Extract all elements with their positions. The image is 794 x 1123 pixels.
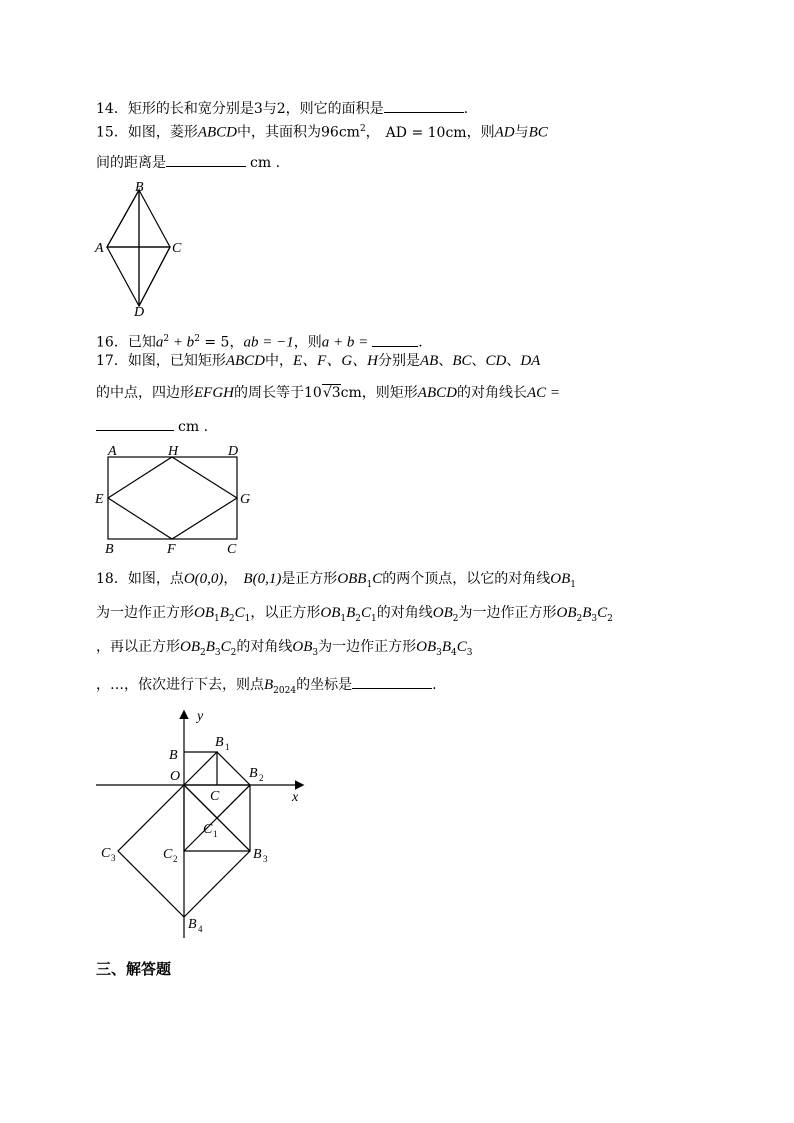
text-segment: 为一边作正方形 [96,605,194,621]
math: a + b = [321,334,369,351]
subscript: 1 [214,613,220,624]
label-b2: B [249,766,258,781]
question-number: 15． [96,124,128,141]
question-15-line-1 [96,120,548,142]
math: B [219,605,229,621]
label-b1-sub: 1 [225,742,230,752]
text-segment: 、 [471,353,486,369]
subscript: 3 [436,647,442,658]
math: C [456,639,467,655]
subscript: 2 [452,613,459,624]
math: C [372,571,383,587]
subscript: 2 [228,613,235,624]
text-segment: 、 [506,353,521,369]
question-17-line-2 [96,384,560,402]
math: BC [452,353,472,369]
answer-blank[interactable] [372,332,418,347]
text-segment: ，则 [466,124,495,141]
subscript: 4 [451,647,457,658]
math: 10 [304,385,322,401]
label-c2-sub: 2 [173,854,178,864]
question-text: 矩形的长和宽分别是3与2，则它的面积是 [127,101,384,117]
label-b3-sub: 3 [263,854,268,864]
math: B [582,605,592,621]
text-segment: ， [365,124,380,141]
label-d: D [228,444,239,459]
math: ABCD [417,385,457,401]
text-segment: 是正方形 [281,571,338,587]
question-17-line-3 [96,416,208,436]
math: AC = [526,385,561,401]
text-segment: ， [229,334,244,351]
math: + b [169,334,195,351]
subscript: 1 [244,613,251,624]
text-segment: ，以正方形 [250,605,321,621]
label-b2-sub: 2 [259,773,264,783]
rhombus-efgh [108,457,237,539]
label-e: E [95,492,104,507]
label-g: G [240,492,251,507]
question-18-line-4 [96,674,437,700]
text-segment: ，…，依次进行下去，则点 [96,677,264,693]
question-number: 18． [96,571,128,587]
text-segment: 分别是 [378,353,420,369]
math: OB [432,605,453,621]
radical: √3 [322,385,341,401]
subscript: 3 [312,647,319,658]
subscript: 1 [340,613,347,624]
subscript: 2 [230,647,237,658]
squares-figure [92,706,312,942]
math: OB [556,605,577,621]
label-b4: B [188,917,197,932]
math-abcd: ABCD [197,124,237,141]
question-number: 14． [96,101,128,117]
superscript: 2 [163,334,170,344]
text-segment: 为一边作正方形 [458,605,557,621]
superscript: 2 [359,124,366,134]
math: = 5 [199,334,230,351]
answer-blank[interactable] [352,674,432,689]
math: OB [292,639,313,655]
text-segment: 的对角线 [236,639,293,655]
answer-blank[interactable] [96,416,174,431]
period: . [463,101,469,117]
math: a [155,334,164,351]
unit: cm . [250,155,281,171]
label-c3: C [101,846,111,861]
label-y: y [197,709,204,724]
math: AB [420,353,439,369]
math: EFGH [194,385,234,401]
subscript: 3 [591,613,598,624]
math: CD [485,353,507,369]
math: O(0,0) [183,571,224,587]
section-heading: 三、解答题 [96,960,172,978]
math: E、F、G、H [293,353,378,369]
text-segment: 中， [265,353,293,369]
question-18-line-2 [96,604,613,628]
math: OBB [337,571,367,587]
label-b1: B [215,735,224,750]
period: . [418,334,423,351]
superscript: 2 [194,334,200,344]
question-17-line-1 [96,352,540,370]
question-14 [96,98,468,118]
label-o: O [170,769,181,784]
text-segment: 为一边作正方形 [318,639,417,655]
math: B [346,605,356,621]
math: OB [320,605,341,621]
math: DA [520,353,541,369]
answer-blank[interactable] [166,152,246,167]
question-15-line-2 [96,152,280,172]
subscript: 3 [214,647,221,658]
math: C [220,639,231,655]
math: OB [194,605,214,621]
rhombus-figure [92,178,192,318]
label-d: D [134,305,145,320]
question-number: 16． [96,334,128,351]
period: . [432,677,437,693]
question-18-line-3 [96,638,473,662]
math: C [597,605,608,621]
label-c: C [172,241,182,256]
text-segment: ，则矩形 [361,385,418,401]
text-segment: 的周长等于 [234,385,304,401]
question-16 [96,330,423,352]
subscript: 2 [200,647,206,658]
text-segment: 如图，点 [127,571,184,587]
math: C [234,605,245,621]
label-x: x [292,790,299,805]
label-h: H [168,444,179,459]
subscript: 1 [366,579,373,590]
math: C [361,605,372,621]
text-segment: ， [223,571,238,587]
label-c2: C [163,847,173,862]
math: OB [550,571,571,587]
text-segment: 的中点，四边形 [96,385,194,401]
label-c1: C [203,822,213,837]
text-segment: 的坐标是 [296,677,353,693]
label-c1-sub: 1 [213,829,218,839]
unit: cm [340,385,362,401]
math: OB [180,639,200,655]
text-segment: 如图，菱形 [127,124,198,141]
math: OB [416,639,437,655]
math: B [205,639,215,655]
text-segment: 间的距离是 [96,155,166,171]
label-a: A [108,444,117,459]
subscript: 1 [570,579,576,590]
question-number: 17． [96,353,128,369]
label-b4-sub: 4 [198,924,203,934]
text-segment: 中，其面积为 [237,124,321,141]
radicand: 3 [331,385,341,401]
text-segment: 已知 [127,334,156,351]
math-area: 96cm [321,124,360,141]
unit: cm . [178,419,209,435]
text-segment: 的两个顶点，以它的对角线 [382,571,551,587]
math: B [264,677,274,693]
subscript: 3 [466,647,473,658]
label-c: C [227,542,237,557]
label-b: B [135,180,144,195]
label-c: C [210,789,220,804]
math: B(0,1) [243,571,282,587]
subscript: 2 [607,613,613,624]
rectangle-figure [92,440,262,558]
math: ABCD [225,353,265,369]
math-ad: AD [494,124,515,141]
answer-blank[interactable] [384,98,464,113]
text-segment: 与 [514,124,529,141]
subscript: 2 [355,613,362,624]
text-segment: ，再以正方形 [96,639,180,655]
math: B [441,639,452,655]
label-b: B [169,748,178,763]
label-b3: B [253,847,262,862]
rectangle-abcd [108,457,237,539]
text-segment: ，则 [293,334,322,351]
text-segment: 、 [438,353,453,369]
text-segment: 的对角线 [376,605,433,621]
label-c3-sub: 3 [111,853,116,863]
math-ad-eq: AD = 10cm [385,124,467,141]
math-bc: BC [528,124,548,141]
math: ab = −1 [243,334,294,351]
label-b: B [105,542,114,557]
subscript: 2 [576,613,583,624]
question-18-line-1 [96,570,576,594]
label-f: F [167,542,176,557]
text-segment: 如图，已知矩形 [127,353,226,369]
text-segment: 的对角线长 [456,385,527,401]
subscript: 1 [371,613,377,624]
subscript: 2024 [273,685,297,696]
label-a: A [95,241,104,256]
